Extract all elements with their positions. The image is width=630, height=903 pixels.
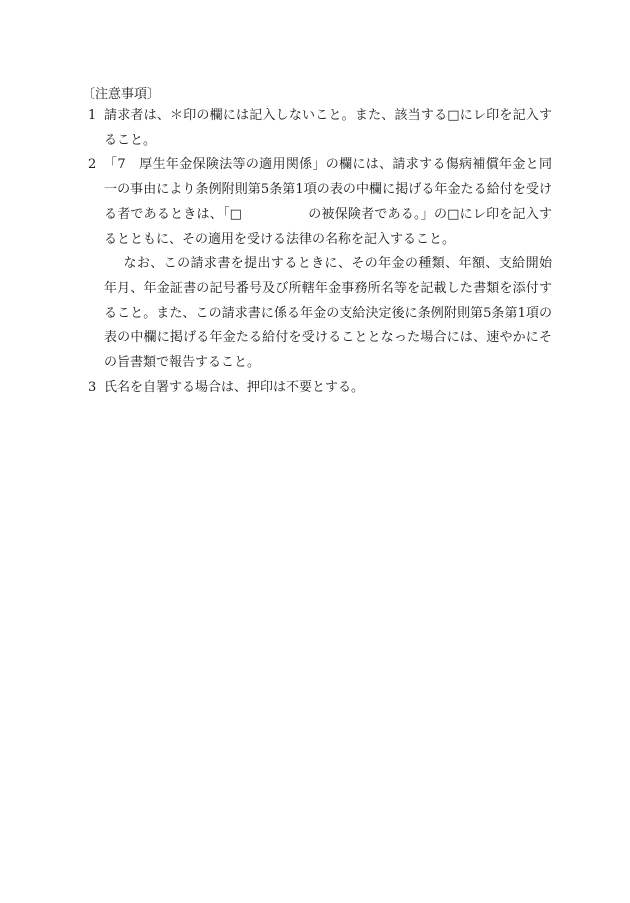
note-paragraph: なお、この請求書を提出するときに、その年金の種類、年額、支給開始年月、年金証書の記号番号及び所轄年金事務所名等を記載した書類を添付すること。また、この請求書に係る年金の支給決定後に条例附則第5条第1項の表の中欄に掲げる年金たる給付を受けることとなった場合には、速やかにその旨書類で報告すること。: [104, 256, 552, 371]
note-number: 1: [88, 108, 97, 123]
note-paragraph: 「7 厚生年金保険法等の適用関係」の欄には、請求する傷病補償年金と同一の事由により条例附則第5条第1項の表の中欄に掲げる年金たる給付を受ける者であるときは、「□ の被保険者である。」の□にレ印を記入するとともに、その適用を受ける法律の名称を記入すること。: [104, 157, 552, 247]
note-body: [104, 376, 552, 401]
note-item-2: [82, 153, 552, 375]
note-number: 2: [88, 157, 97, 173]
notes-list: [82, 104, 552, 400]
note-body: [104, 153, 552, 375]
note-paragraph: 氏名を自署する場合は、押印は不要とする。: [104, 379, 365, 395]
note-paragraph: 請求者は、＊印の欄には記入しないこと。また、該当する□にレ印を記入すること。: [104, 108, 552, 148]
note-item-3: [82, 376, 552, 401]
notes-heading: 〔注意事項〕: [82, 87, 161, 102]
note-number: 3: [88, 379, 97, 395]
note-item-1: [82, 104, 552, 153]
note-body: [104, 104, 552, 153]
